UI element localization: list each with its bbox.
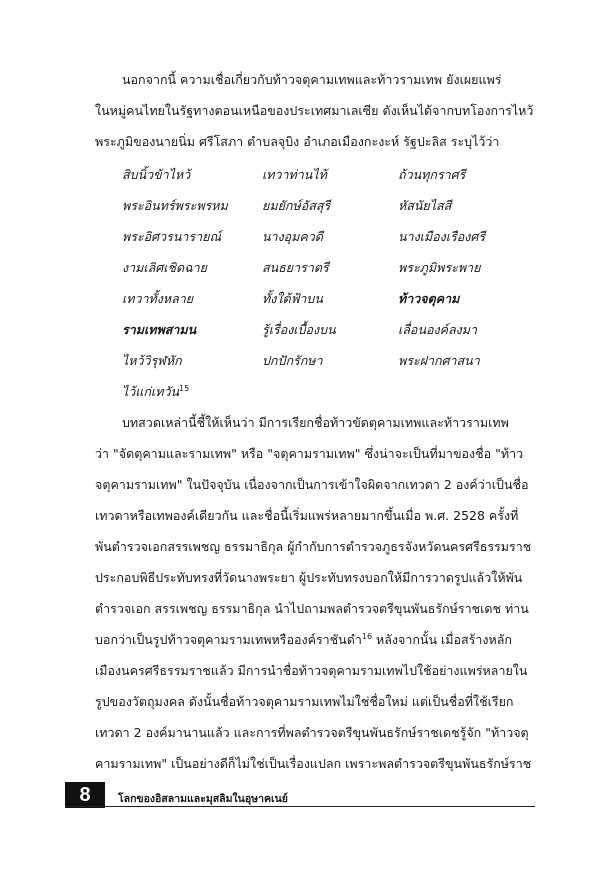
poem-r7-c3: พระฝากศาสนา — [398, 353, 480, 368]
body-line-3: จตุคามรามเทพ" ในปัจจุบัน เนื่องจากเป็นการเข้าใจผิดจากเทวดา 2 องค์ว่าเป็นชื่อ — [95, 477, 529, 492]
poem-r1-c1: สิบนิ้วข้าไหว้ — [122, 167, 191, 182]
body-line-12: คามรามเทพ" เป็นอย่างดีก็ไม่ใช่เป็นเรื่องแปลก เพราะพลตำรวจตรีขุนพันธรักษ์ราช — [95, 756, 532, 771]
intro-line-2: ในหมู่คนไทยในรัฐทางตอนเหนือของประเทศมาเลเซีย ดังเห็นได้จากบทโองการไหว้ — [95, 103, 534, 118]
body-line-4: เทวดาหรือเทพองค์เดียวกัน และชื่อนี้เริ่มแพร่หลายมากขึ้นเมื่อ พ.ศ. 2528 ครั้งที่ — [95, 508, 519, 523]
poem-r7-c2: ปกปักรักษา — [262, 353, 323, 368]
body-line-7: ตำรวจเอก สรรเพชญ ธรรมาธิกุล นำไปถามพลตำรวจตรีขุนพันธรักษ์ราชเดช ท่าน — [95, 601, 529, 616]
poem-r2-c1: พระอินทร์พระพรหม — [122, 198, 228, 213]
poem-r7-c1: ไหว้วิรุฬหัก — [122, 353, 182, 368]
body-line-11: เทวดา 2 องค์มานานแล้ว และการที่พลตำรวจตรีขุนพันธรักษ์ราชเดชรู้จัก "ท้าวจตุ — [95, 725, 529, 740]
body-line-8 — [95, 630, 512, 650]
poem-r2-c2: ยมยักษ์อัสสุรี — [262, 198, 331, 213]
body-line-8-text: บอกว่าเป็นรูปท้าวจตุคามรามเทพหรือองค์ราชันดำ — [95, 632, 362, 647]
page-number: 8 — [65, 782, 105, 808]
poem-r3-c2: นางอุมควดี — [262, 229, 323, 244]
poem-r6-c3: เลื่อนองค์ลงมา — [398, 322, 477, 337]
body-line-2: ว่า "จัดตุคามและรามเทพ" หรือ "จตุคามรามเทพ" ซึ่งน่าจะเป็นที่มาของชื่อ "ท้าว — [95, 446, 524, 461]
poem-r4-c1: งามเลิศเชิดฉาย — [122, 260, 207, 275]
poem-r1-c2: เทวาท่านไท้ — [262, 167, 327, 182]
poem-r3-c1: พระอิศวรนารายณ์ — [122, 229, 222, 244]
body-line-6: ประกอบพิธีประทับทรงที่วัดนางพระยา ผู้ประทับทรงบอกให้มีการวาดรูปแล้วให้พัน — [95, 570, 523, 585]
poem-r1-c3: ถ้วนทุกราศรี — [398, 167, 466, 182]
body-line-5: พันตำรวจเอกสรรเพชญ ธรรมาธิกุล ผู้กำกับการตำรวจภูธรจังหวัดนครศรีธรรมราช — [95, 539, 532, 554]
footnote-marker-16: 16 — [361, 631, 373, 641]
body-line-10: รูปของวัตถุมงคล ดังนั้นชื่อท้าวจตุคามรามเทพไม่ใช่ชื่อใหม่ แต่เป็นชื่อที่ใช้เรียก — [95, 694, 514, 709]
poem-r3-c3: นางเมืองเรืองศรี — [398, 229, 486, 244]
poem-r5-c2: ทั้งใต้ฟ้าบน — [262, 291, 323, 306]
running-title: โลกของอิสลามและมุสลิมในอุษาคเนย์ — [118, 793, 288, 805]
poem-r8-c1 — [122, 382, 189, 402]
poem-last-line: ไว้แก่เทวัน — [122, 384, 180, 399]
footnote-marker-15: 15 — [179, 383, 190, 393]
footer-divider — [65, 806, 535, 807]
poem-r2-c3: หัสนัยไสสี — [398, 198, 452, 213]
body-line-1: บทสวดเหล่านี้ชี้ให้เห็นว่า มีการเรียกชื่อท้าวขัดตุคามเทพและท้าวรามเทพ — [122, 415, 509, 430]
body-line-8-tail: หลังจากนั้น เมื่อสร้างหลัก — [372, 632, 512, 647]
poem-r5-c1: เทวาทั้งหลาย — [122, 291, 194, 306]
poem-r6-c2: รู้เรื่องเบื้องบน — [262, 322, 336, 337]
poem-r6-c1: รามเทพสามน — [122, 322, 197, 337]
poem-r4-c3: พระภูมิพระพาย — [398, 260, 481, 275]
intro-line-3: พระภูมิของนายนิ่ม ศรีโสภา ตำบลจุบิง อำเภอเมืองกะงะห์ รัฐปะลิส ระบุไว้ว่า — [95, 134, 500, 149]
poem-r4-c2: สนธยาราตรี — [262, 260, 329, 275]
intro-line-1: นอกจากนี้ ความเชื่อเกี่ยวกับท้าวจตุคามเทพและท้าวรามเทพ ยังเผยแพร่ — [122, 72, 502, 87]
body-line-9: เมืองนครศรีธรรมราชแล้ว มีการนำชื่อท้าวจตุคามรามเทพไปใช้อย่างแพร่หลายใน — [95, 663, 528, 678]
poem-r5-c3: ท้าวจตุคาม — [398, 291, 460, 306]
